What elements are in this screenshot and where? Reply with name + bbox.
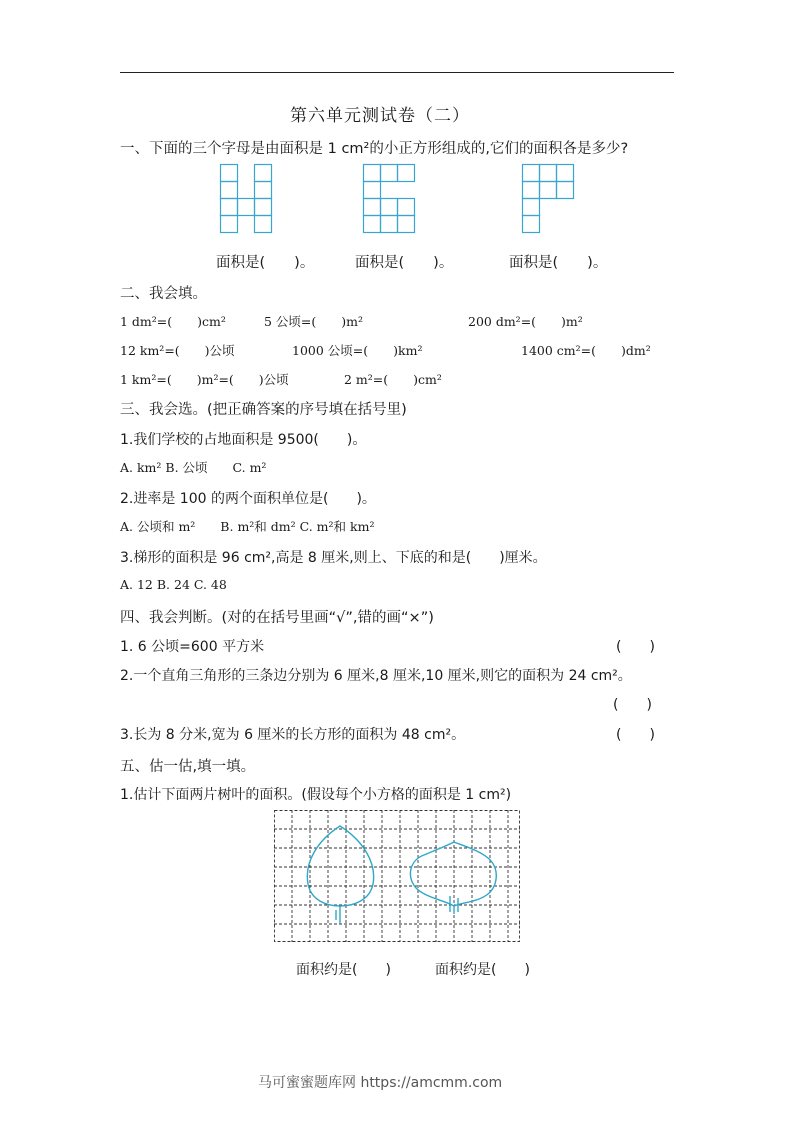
fill-item-4[interactable]: 12 km²=( )公顷 xyxy=(120,343,235,358)
area-answer-e[interactable]: 面积是( )。 xyxy=(355,255,454,271)
judge-answer-2[interactable]: ( ) xyxy=(613,697,652,713)
fill-item-6[interactable]: 1400 cm²=( )dm² xyxy=(521,343,651,358)
area-answer-h[interactable]: 面积是( )。 xyxy=(216,255,315,271)
fill-item-2[interactable]: 5 公顷=( )m² xyxy=(264,314,364,329)
fill-item-3[interactable]: 200 dm²=( )m² xyxy=(468,314,583,329)
fill-item-1[interactable]: 1 dm²=( )cm² xyxy=(120,314,226,329)
leaf-2-icon xyxy=(410,842,496,914)
judge-question-2: 2.一个直角三角形的三条边分别为 6 厘米,8 厘米,10 厘米,则它的面积为 24 cm²。 xyxy=(120,668,632,684)
judge-answer-1[interactable]: ( ) xyxy=(616,639,655,655)
fill-item-7[interactable]: 1 km²=( )m²=( )公顷 xyxy=(120,372,289,387)
section-3-heading: 三、我会选。(把正确答案的序号填在括号里) xyxy=(120,402,407,418)
choice-options-3[interactable]: A. 12 B. 24 C. 48 xyxy=(120,577,227,592)
choice-question-3: 3.梯形的面积是 96 cm²,高是 8 厘米,则上、下底的和是( )厘米。 xyxy=(120,550,547,566)
fill-item-8[interactable]: 2 m²=( )cm² xyxy=(344,372,442,387)
section-4-heading: 四、我会判断。(对的在括号里画“√”,错的画“×”) xyxy=(120,610,434,626)
choice-options-1[interactable]: A. km² B. 公顷 C. m² xyxy=(120,460,267,475)
judge-question-3: 3.长为 8 分米,宽为 6 厘米的长方形的面积为 48 cm²。 xyxy=(120,727,466,743)
fill-item-5[interactable]: 1000 公顷=( )km² xyxy=(292,343,423,358)
footer-watermark: 马可蜜蜜题库网 https://amcmm.com xyxy=(258,1075,503,1091)
choice-question-1: 1.我们学校的占地面积是 9500( )。 xyxy=(120,432,367,448)
leaf-1-answer[interactable]: 面积约是( ) xyxy=(296,962,391,978)
page-title: 第六单元测试卷（二） xyxy=(290,106,470,126)
section-2-heading: 二、我会填。 xyxy=(120,286,207,302)
letter-h-figure xyxy=(220,164,274,234)
judge-answer-3[interactable]: ( ) xyxy=(616,727,655,743)
area-answer-p[interactable]: 面积是( )。 xyxy=(509,255,608,271)
top-rule xyxy=(120,72,674,73)
choice-question-2: 2.进率是 100 的两个面积单位是( )。 xyxy=(120,491,376,507)
estimate-question-1: 1.估计下面两片树叶的面积。(假设每个小方格的面积是 1 cm²) xyxy=(120,787,512,803)
choice-options-2[interactable]: A. 公顷和 m² B. m²和 dm² C. m²和 km² xyxy=(120,519,375,534)
section-5-heading: 五、估一估,填一填。 xyxy=(120,759,256,775)
section-1-heading: 一、下面的三个字母是由面积是 1 cm²的小正方形组成的,它们的面积各是多少? xyxy=(120,141,629,157)
letter-p-figure xyxy=(522,164,576,234)
letter-e-figure xyxy=(363,164,417,234)
leaf-2-answer[interactable]: 面积约是( ) xyxy=(435,962,530,978)
judge-question-1: 1. 6 公顷=600 平方米 xyxy=(120,639,265,655)
leaf-grid-figure xyxy=(274,810,522,944)
